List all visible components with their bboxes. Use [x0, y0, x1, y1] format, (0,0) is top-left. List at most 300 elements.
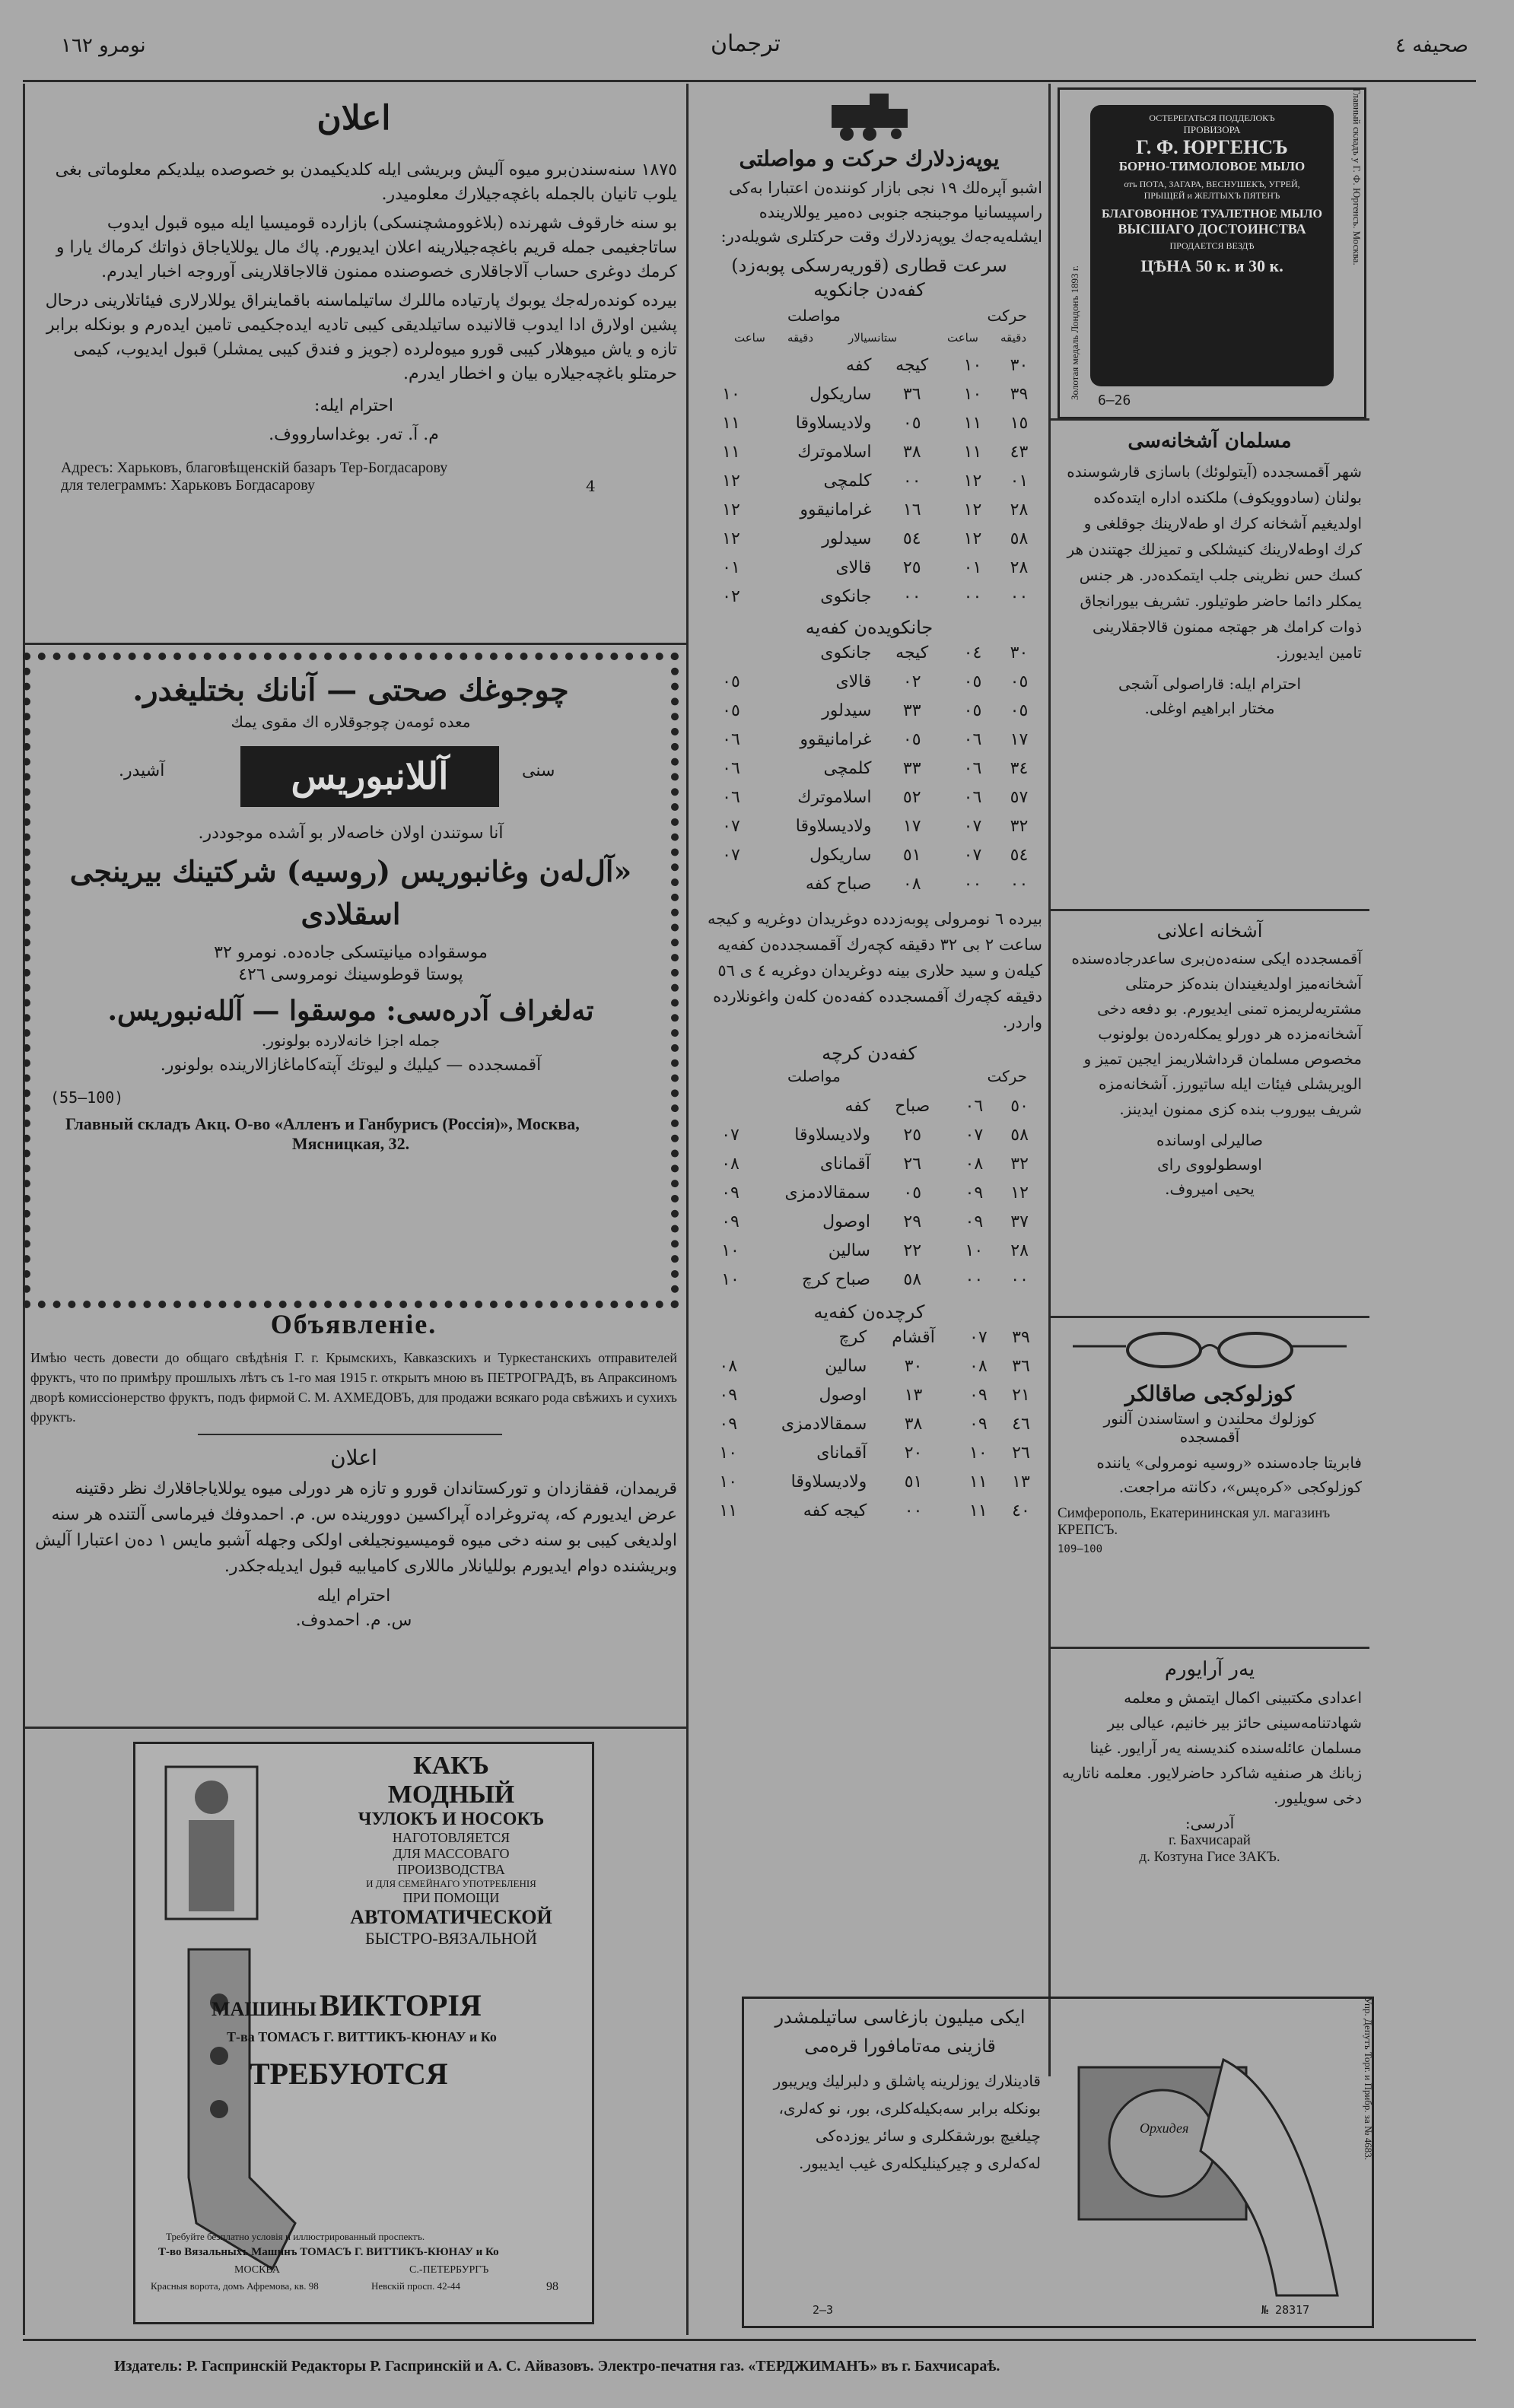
- v-l2: МОДНЫЙ: [387, 1781, 515, 1809]
- schedule-cell: غرامانیقوو: [800, 500, 872, 519]
- schedule-table-2: [696, 638, 1042, 898]
- schedule-cell: ٥٨: [1010, 529, 1029, 548]
- optics-ru: Симферополь, Екатерининская ул. магазинъ КРЕПСЪ.: [1058, 1505, 1331, 1538]
- schedule-cell: کیجه: [895, 643, 929, 662]
- ad-headline: چوجوغك صحتی — آنانك بختلیغدر.: [132, 672, 569, 708]
- schedule-cell: ٥٤: [1010, 845, 1029, 865]
- victoria-machine: [212, 1987, 584, 2023]
- victoria-text: [318, 1752, 584, 1949]
- schedule-cell: کیجه کفه: [803, 1501, 867, 1520]
- schedule-cell: ١٢: [1010, 1183, 1029, 1202]
- schedule-cell: ٥٤: [902, 529, 921, 548]
- schedule-cell: ٣٢: [1010, 816, 1029, 836]
- schedule-cell: [708, 1091, 753, 1120]
- schedule-cell: ٠٩: [965, 1183, 984, 1202]
- schedule-row: [696, 408, 1042, 437]
- schedule-cell: ٣٨: [902, 442, 921, 462]
- schedule-cell: ولادیسلاوقا: [790, 1472, 867, 1491]
- schedule-cell: ٠٧: [969, 1327, 988, 1347]
- schedule-cell: ٣٨: [904, 1414, 923, 1434]
- soap-price: ЦѢНА 50 к. и 30 к.: [1140, 256, 1283, 275]
- hdr-arrival: مواصلت: [787, 307, 841, 325]
- ad-subline: معده ئومەن چوجوقلارە اك مقوی یمك: [231, 713, 471, 731]
- schedule-table-3: [696, 1091, 1042, 1294]
- ad-ru-line2: Мясницкая, 32.: [291, 1134, 410, 1153]
- schedule-cell: ١٢: [722, 500, 740, 519]
- schedule-intro: اشبو آپرەلك ١٩ نجی بازار کونندەن اعتبارا بەکی راسپیسانیا موجبنجە جنوبی دەمیر یوللاریندە ایشلەیەجەك یوپه‌زدلارك وقت حرکتلری شویلەدر:: [720, 179, 1042, 246]
- schedule-cell: کیجه: [895, 355, 929, 375]
- schedule-cell: [696, 495, 708, 524]
- cream-t2: قازینی مەتامافورا قرەمی: [804, 2035, 996, 2057]
- schedule-row: [696, 840, 1042, 869]
- schedule-cell: ٢١: [1012, 1385, 1030, 1405]
- v-city2: С.-ПЕТЕРБУРГЪ: [409, 2264, 489, 2276]
- schedule-cell: ٠٦: [963, 787, 982, 807]
- rule: [198, 1434, 502, 1435]
- optics-code: 109—100: [1058, 1543, 1103, 1555]
- schedule-cell: ١٠: [965, 1241, 984, 1260]
- schedule-cell: [696, 1467, 707, 1496]
- schedule-cell: ٠٩: [721, 1212, 740, 1231]
- footer-rule: [23, 2339, 1476, 2341]
- schedule-cell: [696, 840, 708, 869]
- ashkhane2-text: آقمسجددە ایکی سنەدەن‌بری ساعدرجادەسندە آشخانەمیز اولدیغیندان بندەکز حرمتلی مشتریەلریمزە تمنی ایدیورم. بو دفعه دخی آشخانەمزدە هر دورلو یمکلەردەن بولونوب مخصوص مسلمان قرداشلاریمز ایجین تمیز و الویریشلی فیئات ایله ساتیورز. آشخانەمزه شریف بیوروب بندە کزی ممنون ایدینز.: [1071, 949, 1362, 1118]
- cream-label: Орхидея: [1140, 2121, 1189, 2136]
- schedule-cell: ٠٩: [719, 1414, 738, 1434]
- schedule-cell: [696, 1496, 707, 1525]
- schedule-cell: ١٠: [969, 1443, 988, 1463]
- schedule-table-1: [696, 351, 1042, 611]
- ad-note2: آقمسجدده — کیلیك و لیوتك آپتەکاماغازالارینده بولونور.: [160, 1056, 542, 1075]
- schedule-cell: [696, 1091, 708, 1120]
- schedule-row: [696, 1467, 1042, 1496]
- schedule-cell: ٠١: [1010, 471, 1029, 491]
- schedule-cell: ٠٥: [722, 672, 740, 691]
- schedule-cell: ٢٦: [1012, 1443, 1030, 1463]
- allenburys-ad: [23, 653, 679, 1308]
- schedule-row: [696, 466, 1042, 495]
- ilan-paragraph: بو سنه خارقوف شهرندە (بلاغوومشچنسکی) بازاردە قومیسیا ایلە میوه قبول ایدوب ساتاجغیمی جملە قریم باغچەجیلارینه اعلان ایدیورم. پاك مال یوللایاجاق ذواتك کرماك یارا و کرمك دوغری حساب آلاجاقلاری خصوصنده ممنون قالاجاقلارینی آوروجه اخبار ایدرم.: [56, 214, 677, 281]
- ad-company: «آل‌لەن وغانبوریس (روسیه) شرکتینك بیرینجی اسقلادی: [69, 854, 632, 931]
- ilan-number: 4: [586, 477, 596, 495]
- schedule-cell: ٠١: [722, 558, 740, 577]
- schedule-cell: ١٠: [719, 1472, 738, 1491]
- soap-l1: ОСТЕРЕГАТЬСЯ ПОДДЕЛОКЪ: [1149, 113, 1275, 123]
- schedule-cell: ١٧: [902, 816, 921, 836]
- schedule-cell: ٤٣: [1010, 442, 1029, 462]
- rule: [1050, 418, 1369, 421]
- schedule-cell: [696, 351, 708, 380]
- schedule-cell: ٢٨: [1010, 500, 1029, 519]
- schedule-cell: [696, 466, 708, 495]
- yer-title: یەر آرایورم: [1164, 1658, 1255, 1681]
- schedule-cell: ٠٦: [722, 758, 740, 778]
- schedule-cell: [696, 667, 708, 696]
- v-small: Требуйте безплатно условiя и иллюстрированный проспектъ.: [166, 2231, 425, 2242]
- v-l10: БЫСТРО-ВЯЗАЛЬНОЙ: [364, 1929, 538, 1948]
- schedule-cell: ٣٣: [902, 700, 921, 720]
- schedule-cell: [696, 553, 708, 582]
- schedule-cell: ٠٧: [721, 1125, 740, 1145]
- schedule-cell: ساریکول: [809, 384, 872, 404]
- schedule-cell: ولادیسلاوقا: [794, 1125, 870, 1145]
- schedule-row: [696, 754, 1042, 783]
- schedule-cell: ٠٢: [902, 672, 921, 691]
- v-l7: И ДЛЯ СЕМЕЙНАГО УПОТРЕБЛЕНIЯ: [366, 1878, 536, 1889]
- schedule-cell: [696, 1352, 707, 1380]
- schedule-cell: ٠٠: [1010, 874, 1029, 894]
- schedule-cell: ٠٧: [722, 816, 740, 836]
- schedule-row: [696, 1120, 1042, 1149]
- schedule-cell: ١١: [969, 1501, 988, 1520]
- cream-code: 2—3: [813, 2303, 834, 2317]
- schedule-cell: ٣٠: [1010, 355, 1029, 375]
- schedule-row: [696, 1149, 1042, 1178]
- ashkhane2-s2: اوسطولووی رای: [1157, 1155, 1262, 1174]
- optics-l2: آقمسجده: [1179, 1428, 1240, 1446]
- schedule-cell: سمقالادمزی: [781, 1414, 867, 1434]
- page-header: [46, 30, 1484, 72]
- schedule-row: [696, 351, 1042, 380]
- hdr-departure: حرکت: [987, 307, 1027, 325]
- schedule-cell: [696, 1380, 707, 1409]
- schedule-cell: ٣٣: [902, 758, 921, 778]
- schedule-cell: ٢٩: [903, 1212, 922, 1231]
- schedule-cell: [708, 351, 754, 380]
- hdr2-departure: حرکت: [987, 1067, 1027, 1085]
- schedule-cell: [696, 1236, 708, 1265]
- schedule-cell: ٠٥: [1010, 672, 1029, 691]
- schedule-cell: ٠٠: [963, 586, 982, 606]
- ilan-title: اعلان: [316, 99, 391, 138]
- schedule-cell: ١٧: [1010, 729, 1029, 749]
- schedule-cell: ٠٦: [965, 1096, 984, 1116]
- schedule-cell: صباح: [895, 1096, 930, 1116]
- schedule-cell: ٠٠: [902, 471, 921, 491]
- ilan-address: Адресъ: Харьковъ, благовѣщенскiй базаръ Тер-Богдасарову: [61, 459, 448, 476]
- ad-code: (55—100): [50, 1088, 124, 1107]
- page-number: صحیفه ٤: [1395, 34, 1468, 57]
- cream-text: [759, 2006, 1041, 2177]
- obyav-title: Объявленiе.: [270, 1309, 437, 1339]
- schedule-cell: ٣٤: [1010, 758, 1029, 778]
- ashkhane2-s3: یحیی امیروف.: [1165, 1180, 1255, 1198]
- hdr-col: ساعت: [947, 331, 978, 345]
- schedule-cell: ٠٥: [963, 700, 982, 720]
- column-rule-2: [1048, 84, 1051, 2076]
- ilan-regards: احترام ایلە:: [314, 396, 393, 415]
- soap-l2: ПРОВИЗОРА: [1183, 124, 1241, 135]
- soap-ad: [1058, 87, 1366, 419]
- schedule-cell: ٠٠: [963, 874, 982, 894]
- v-l6: ПРОИЗВОДСТВА: [397, 1862, 505, 1877]
- schedule-cell: ١٠: [963, 384, 982, 404]
- schedule-cell: ١١: [963, 442, 982, 462]
- schedule-cell: ١٥: [1010, 413, 1029, 433]
- schedule-cell: ٠٥: [963, 672, 982, 691]
- v-addr2: Невскiй просп. 42-44: [371, 2280, 460, 2292]
- brand-left: سنی: [522, 761, 555, 780]
- soap-l3: Г. Ф. ЮРГЕНСЪ: [1136, 136, 1288, 158]
- schedule-cell: [696, 1149, 708, 1178]
- schedule-cell: [696, 1120, 708, 1149]
- ilan-paragraph: بیرده کوندەرلەجك یوبوك پارتیادە ماللرك ساتیلماسنە باقماینراق یوللارلاری فیئاتلارینی درحال پشین اولارق ادا ایدوب قالانیدە ساتیلدیقی کیبی تادیه ایدەجکیمی تامین ایدەرم و بونکله برابر تازه و یاش میوهلار کیبی قورو میوەلرده (جویز و فندق کیبی یمشلر) قبول ایدیوب، کیمی حرمتلو باغچەجیلاره بیان و اخطار ایدرم.: [45, 291, 677, 383]
- ilan2-title: اعلان: [330, 1445, 377, 1470]
- schedule-cell: ٢٨: [1010, 1241, 1029, 1260]
- v-l3: ЧУЛОКЪ И НОСОКЪ: [358, 1809, 545, 1829]
- hdr-col: دقیقه: [1000, 331, 1027, 345]
- schedule-cell: [696, 437, 708, 466]
- schedule-cell: [696, 869, 708, 898]
- soap-side-right: Главный складъ у Г. Ф. Юргенсъ. Москва.: [1351, 88, 1363, 265]
- soap-l7: БЛАГОВОННОЕ ТУАЛЕТНОЕ МЫЛО: [1102, 208, 1322, 221]
- schedule-cell: ١٢: [963, 529, 982, 548]
- schedule-row: [696, 812, 1042, 840]
- schedule-cell: اسلاموترك: [797, 787, 872, 807]
- v-brand: ВИКТОРIЯ: [319, 1988, 482, 2022]
- soap-side-left: Золотая медаль Лондонъ 1893 г.: [1069, 265, 1080, 400]
- schedule-cell: ٠٠: [1010, 586, 1029, 606]
- schedule-cell: ٠٧: [963, 816, 982, 836]
- schedule-cell: جانکوی: [820, 586, 872, 606]
- yer-text: اعدادی مکتبینی اکمال ایتمش و معلمه شهادتنامەسینی حائز بیر خانیم، عیالی بیر مسلمان عائلەسندە کندیسنە یەر آرایور. غینا زبانك هر صنفیه شاکرد حاضرلایور. معلمه ناتاریه دخی سویلیور.: [1061, 1688, 1362, 1807]
- schedule-cell: ٣٦: [1012, 1356, 1030, 1376]
- brand-logo: آللانبوریس: [240, 746, 499, 807]
- schedule-cell: ٢٦: [903, 1154, 922, 1174]
- schedule-title: یوپه‌زدلارك حرکت و مواصلتی: [739, 146, 1000, 171]
- schedule-cell: ٠٧: [963, 845, 982, 865]
- schedule-cell: ٠٥: [902, 413, 921, 433]
- yer-ru1: г. Бахчисарай: [1169, 1832, 1251, 1848]
- schedule-cell: کرچ: [838, 1327, 867, 1347]
- schedule-cell: ٠٦: [963, 729, 982, 749]
- schedule-cell: ٠٠: [902, 586, 921, 606]
- ad-ru-line1: Главный складъ Акц. О-во «Алленъ и Ганбурисъ (Россiя)», Москва,: [65, 1114, 580, 1133]
- schedule-cell: ٠٠: [904, 1501, 923, 1520]
- rule: [1050, 909, 1369, 911]
- schedule-cell: [696, 1178, 708, 1207]
- ad-note: جملە اجزا خانەلارده بولونور.: [261, 1031, 441, 1050]
- schedule-cell: ٤٠: [1012, 1501, 1030, 1520]
- schedule-cell: ١٢: [722, 529, 740, 548]
- hdr-col: ساعت: [734, 331, 765, 345]
- schedule-cell: ٠٢: [722, 586, 740, 606]
- schedule-cell: ٥٠: [1010, 1096, 1029, 1116]
- cream-ad: [742, 1997, 1374, 2328]
- v-num: 98: [546, 2280, 558, 2293]
- schedule-cell: ٥٧: [1010, 787, 1029, 807]
- schedule-cell: ٠٥: [1010, 700, 1029, 720]
- schedule-cell: سمقالادمزی: [784, 1183, 870, 1202]
- schedule-row: [696, 1323, 1042, 1352]
- schedule-cell: ٠٤: [963, 643, 982, 662]
- ilan2-text: قریمدان، قفقازدان و تورکستاندان قورو و تازه هر دورلی میوه یوللایاجاقلارك نظر دقتینه عرض ایدیورم کە، پەتروغرادە آپراکسین دووریندە س. م. احمدوفك فیرماسی آلتندە هر سنه اولدیغی کیبی بو سنه دخی میوه قومیسیونجیلغی اولکی وجهله آشبو مایس ١ دەن اعتبارا آلیش وبریشنده دوام ایدیورم بوللیانلار ماللاری کامیابیه قبول ایدیلەجکدر.: [35, 1479, 677, 1576]
- soap-l4: БОРНО-ТИМОЛОВОЕ МЫЛО: [1118, 159, 1306, 173]
- schedule-cell: ٠٨: [965, 1154, 984, 1174]
- v-firm: Т-ва ТОМАСЪ Г. ВИТТИКЪ-КЮНАУ и Ко: [227, 2029, 497, 2044]
- ilan-signature: م. آ. تەر. بوغداسارووف.: [269, 425, 439, 444]
- v-l8: ПРИ ПОМОЩИ: [402, 1890, 500, 1905]
- schedule-cell: [696, 1438, 707, 1467]
- schedule-row: [696, 869, 1042, 898]
- yer-ad: [1058, 1658, 1362, 1866]
- schedule-cell: ١١: [963, 413, 982, 433]
- schedule-cell: آقشام: [892, 1327, 935, 1347]
- schedule-cell: [696, 524, 708, 553]
- schedule-cell: اسلاموترك: [797, 442, 872, 462]
- newspaper-title: ترجمان: [711, 30, 781, 57]
- obyavlenie: [30, 1308, 677, 1427]
- v-city1: МОСКВА: [234, 2264, 280, 2276]
- schedule-section-4: کرچدەن کفه‌یه: [813, 1301, 925, 1323]
- schedule-cell: ١٠: [721, 1269, 740, 1289]
- schedule-cell: ٠٦: [963, 758, 982, 778]
- schedule-cell: ٠٧: [965, 1125, 984, 1145]
- schedule-cell: ٣٩: [1012, 1327, 1030, 1347]
- ashkhane2-s1: صالیرلی اوسانده: [1156, 1131, 1263, 1149]
- schedule-cell: ٠٦: [722, 787, 740, 807]
- yer-addr: آدرسی:: [1185, 1814, 1235, 1832]
- rule: [23, 1727, 686, 1729]
- footer-imprint: Издатель: Р. Гаспринскiй Редакторы Р. Гаспринскiй и А. С. Айвазовъ. Электро-печатня газ. «ТЕРДЖИМАНЪ» въ г. Бахчисараѣ.: [114, 2358, 1000, 2375]
- v-need: ТРЕБУЮТСЯ: [250, 2057, 448, 2091]
- ilan-notice: [30, 99, 677, 494]
- schedule-cell: ١٢: [963, 500, 982, 519]
- spectacles-icon: [1065, 1323, 1354, 1377]
- schedule-row: [696, 1496, 1042, 1525]
- schedule-row: [696, 783, 1042, 812]
- schedule-cell: صباح کفه: [805, 874, 872, 894]
- cream-t1: ایکی میلیون بازغاسی ساتیلمشدر: [774, 2006, 1026, 2028]
- schedule-cell: سالین: [825, 1356, 867, 1376]
- schedule-cell: [696, 582, 708, 611]
- cream-body: قادینلارك یوزلرینە پاشلق و دلبرلیك ویریبور بونکله برابر سەبکیلەکلری، بور، نو کەلری، چیلغیچ بورشقکلری و سائر یوزده‌کی لەکەلری و چیرکینلیکلەری غیب ایدیبور.: [773, 2072, 1041, 2172]
- schedule-cell: ١٠: [721, 1241, 740, 1260]
- soap-l9: ПРОДАЕТСЯ ВЕЗДѢ: [1169, 240, 1255, 251]
- schedule-cell: صباح کرچ: [801, 1269, 870, 1289]
- schedule-cell: ١١: [722, 413, 740, 433]
- schedule-cell: سالین: [828, 1241, 870, 1260]
- schedule-cell: ٠٥: [902, 729, 921, 749]
- optics-ad: [1058, 1323, 1362, 1555]
- schedule-cell: ٠٧: [722, 845, 740, 865]
- schedule-cell: ١١: [722, 442, 740, 462]
- schedule-cell: ٢٥: [903, 1125, 922, 1145]
- cream-side: Упр. Депутъ Торг. и Прибр. за № 4683.: [1363, 1997, 1374, 2160]
- schedule-row: [696, 380, 1042, 408]
- schedule-cell: ٥٨: [903, 1269, 922, 1289]
- schedule-cell: ٣٩: [1010, 384, 1029, 404]
- schedule-cell: ٤٦: [1012, 1414, 1030, 1434]
- ashkhane-title: مسلمان آشخانەسی: [1128, 430, 1292, 453]
- schedule-row: [696, 1380, 1042, 1409]
- hdr-col: دقیقه: [787, 331, 814, 345]
- schedule-cell: [696, 408, 708, 437]
- schedule-cell: ٠٥: [903, 1183, 922, 1202]
- schedule-row: [696, 696, 1042, 725]
- schedule-cell: ٠٨: [969, 1356, 988, 1376]
- schedule-row: [696, 1409, 1042, 1438]
- schedule-section-3: کفه‌دن کرچه: [822, 1043, 917, 1064]
- schedule-cell: ٥١: [902, 845, 921, 865]
- schedule-cell: ولادیسلاوقا: [795, 413, 872, 433]
- schedule-cell: [696, 380, 708, 408]
- schedule-cell: [696, 754, 708, 783]
- hdr-col: ستانسیالار: [848, 331, 898, 345]
- schedule-express: سرعت قطاری (قوریه‌رسکی پوبه‌زد): [731, 255, 1007, 276]
- schedule-row: [696, 1352, 1042, 1380]
- schedule-cell: ٥١: [904, 1472, 923, 1491]
- schedule-row: [696, 725, 1042, 754]
- soap-l8: ВЫСШАГО ДОСТОИНСТВА: [1118, 221, 1306, 237]
- schedule-row: [696, 437, 1042, 466]
- ilan2-signature: س. م. احمدوف.: [295, 1611, 412, 1630]
- v-l1: КАКЪ: [413, 1752, 489, 1780]
- ilan-paragraph: ١٨٧٥ سنەسندن‌برو میوه آلیش وبریشی ایلە کلدیکیمدن بو خصوصدە بیلدیکم معلوماتی بغی یلوب تانیان بالجمله باغچەجیلارك معلومیدر.: [55, 160, 677, 204]
- schedule-row: [696, 495, 1042, 524]
- schedule-cell: کلمچی: [823, 471, 872, 491]
- schedule-cell: [708, 869, 754, 898]
- schedule-row: [696, 1438, 1042, 1467]
- v-bottom: Т-во Вязальныхъ Машинъ ТОМАСЪ Г. ВИТТИКЪ-КЮНАУ и Ко: [158, 2246, 499, 2258]
- schedule-cell: کلمچی: [823, 758, 872, 778]
- ashkhane2-ad: [1058, 920, 1362, 1201]
- schedule-cell: ولادیسلاوقا: [795, 816, 872, 836]
- schedule-row: [696, 638, 1042, 667]
- ashkhane-ad: [1058, 430, 1362, 720]
- schedule-cell: غرامانیقوو: [800, 729, 872, 749]
- schedule-cell: ٠٩: [965, 1212, 984, 1231]
- issue-number: نومرو ١٦٢: [61, 34, 146, 57]
- schedule-cell: ٠٨: [721, 1154, 740, 1174]
- schedule-row: [696, 1178, 1042, 1207]
- schedule-cell: ٠٨: [902, 874, 921, 894]
- schedule-cell: ٠٠: [1010, 1269, 1029, 1289]
- ilan-akhmedov: [30, 1445, 677, 1633]
- locomotive-icon: [824, 90, 915, 143]
- schedule-cell: [696, 1409, 707, 1438]
- schedule-cell: ١٠: [963, 355, 982, 375]
- brand-right: آشیدر.: [119, 761, 165, 780]
- victoria-ad: [133, 1742, 594, 2324]
- schedule-cell: ٠٠: [965, 1269, 984, 1289]
- schedule-cell: [707, 1323, 749, 1352]
- ad-address: موسقوادە میانیتسکی جادەده. نومرو ٣٢: [214, 943, 488, 962]
- v-l4: НАГОТОВЛЯЕТСЯ: [392, 1830, 510, 1845]
- schedule-cell: ٠٦: [722, 729, 740, 749]
- schedule-cell: [696, 1265, 708, 1294]
- schedule-cell: ٠٩: [969, 1414, 988, 1434]
- v-machine: МАШИНЫ: [212, 1998, 316, 2020]
- column-rule-1: [686, 84, 689, 2335]
- schedule-section-2: جانکویدەن کفه‌یه: [805, 617, 934, 638]
- schedule-cell: ١٠: [722, 384, 740, 404]
- schedule-cell: ٠٩: [721, 1183, 740, 1202]
- schedule-cell: ١٢: [963, 471, 982, 491]
- yer-ru2: д. Козтуна Гисе ЗАКЪ.: [1139, 1849, 1280, 1865]
- schedule-cell: [696, 725, 708, 754]
- schedule-cell: ٠١: [963, 558, 982, 577]
- schedule-row: [696, 1091, 1042, 1120]
- ad-postbox: پوستا قوطوسینك نومروسی ٤٢٦: [238, 965, 463, 984]
- schedule-cell: ١٣: [1012, 1472, 1030, 1491]
- schedule-cell: [708, 638, 754, 667]
- schedule-cell: [696, 1207, 708, 1236]
- ashkhane-text: شهر آقمسجددە (آیتولوئك) باسازی قارشوسندە بولنان (سادوویکوف) ملکندە اداره ایتدەکدە اولدیغیم آشخانە کرك او طەلارینك جوقلغی و کرك اوطەلارینك کنیشلکی و تمیزلك جهتندن هر کسك حس نظرینی جلب ایتمکدەدر. هر جنس یمكلر دائما حاضر طوتیلور. تشریف بیورانجاق ذوات کرامك هر جهتجه ممنون قالاجقلارینی تامین ایدیورز.: [1067, 462, 1362, 662]
- soap-l6: ПРЫЩЕЙ и ЖЕЛТЫХЪ ПЯТЕНЪ: [1143, 190, 1280, 201]
- ilan2-regards: احترام ایلە: [316, 1587, 391, 1606]
- ashkhane2-title: آشخانه اعلانی: [1156, 920, 1263, 942]
